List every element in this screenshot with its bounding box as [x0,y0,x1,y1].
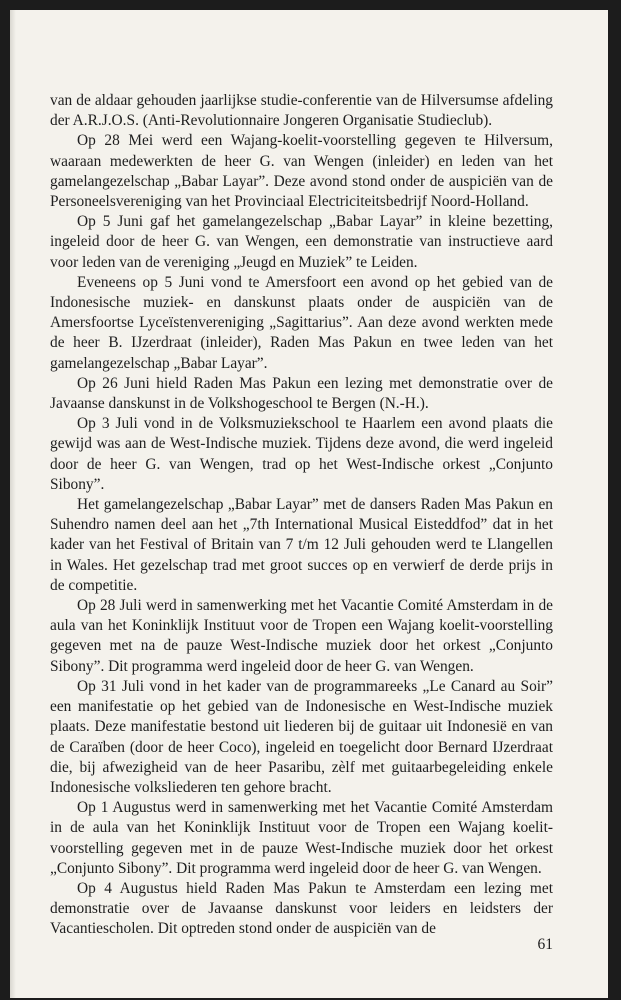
paragraph-9: Op 31 Juli vond in het kader van de programmareeks „Le Canard au Soir” een manifestatie op het gebied van de Indonesische en West-Indische muziek plaats. Deze manifestatie bestond uit liederen bij de guitaar uit Indonesië en van de Caraïben (door de heer Coco), ingeleid en toegelicht door Bernard IJzerdraat die, bij afwezigheid van de heer Pasaribu, zèlf met guitaarbegeleiding enkele Indonesische volksliederen ten gehore bracht. [50,677,553,796]
page-gutter-shadow [10,10,16,998]
body-text [50,91,553,940]
paragraph-7: Het gamelangezelschap „Babar Layar” met de dansers Raden Mas Pakun en Suhendro namen deel aan het „7th International Musical Eisteddfod” dat in het kader van het Festival of Britain van 7 t/m 12 Juli gehouden werd te Llangellen in Wales. Het gezelschap trad met groot succes op en verwierf de derde prijs in de competitie. [50,496,553,594]
page-number: 61 [537,936,553,953]
paragraph-2: Op 28 Mei werd een Wajang-koelit-voorstelling gegeven te Hilversum, waaraan medewerkten de heer G. van Wengen (inleider) en leden van het gamelangezelschap „Babar Layar”. Deze avond stond onder de auspiciën van de Personeelsvereniging van het Provinciaal Electriciteitsbedrijf Noord-Holland. [50,132,553,211]
paragraph-5: Op 26 Juni hield Raden Mas Pakun een lezing met demonstratie over de Javaanse danskunst in de Volkshogeschool te Bergen (N.-H.). [50,374,553,413]
paragraph-8: Op 28 Juli werd in samenwerking met het Vacantie Comité Amsterdam in de aula van het Koninklijk Instituut voor de Tropen een Wajang koelit-voorstelling gegeven met na de pauze West-Indische muziek door het orkest „Conjunto Sibony”. Dit programma werd ingeleid door de heer G. van Wengen. [50,597,553,675]
paragraph-6: Op 3 Juli vond in de Volksmuziekschool te Haarlem een avond plaats die gewijd was aan de West-Indische muziek. Tijdens deze avond, die werd ingeleid door de heer G. van Wengen, trad op het West-Indische orkest „Conjunto Sibony”. [50,415,553,493]
paragraph-10: Op 1 Augustus werd in samenwerking met het Vacantie Comité Amsterdam in de aula van het Koninklijk Instituut voor de Tropen een Wajang koelit-voorstelling gegeven met in de pauze West-Indische muziek door het orkest „Conjunto Sibony”. Dit programma werd ingeleid door de heer G. van Wengen. [50,799,553,877]
paragraph-1: van de aldaar gehouden jaarlijkse studie-conferentie van de Hilversumse afdeling der A.R.J.O.S. (Anti-Revolutionnaire Jongeren Organisatie Studieclub). [50,92,553,130]
paragraph-3: Op 5 Juni gaf het gamelangezelschap „Babar Layar” in kleine bezetting, ingeleid door de heer G. van Wengen, een demonstratie van instructieve aard voor leden van de vereniging „Jeugd en Muziek” te Leiden. [50,213,553,271]
paragraph-11: Op 4 Augustus hield Raden Mas Pakun te Amsterdam een lezing met demonstratie over de Javaanse danskunst voor leiders en leidsters der Vacantiescholen. Dit optreden stond onder de auspiciën van de [50,879,553,938]
book-page [10,10,608,998]
paragraph-4: Eveneens op 5 Juni vond te Amersfoort een avond op het gebied van de Indonesische muziek- en danskunst plaats onder de auspiciën van de Amersfoortse Lyceïstenvereniging „Sagittarius”. Aan deze avond werkten mede de heer B. IJzerdraat (inleider), Raden Mas Pakun en twee leden van het gamelangezelschap „Babar Layar”. [50,273,553,372]
